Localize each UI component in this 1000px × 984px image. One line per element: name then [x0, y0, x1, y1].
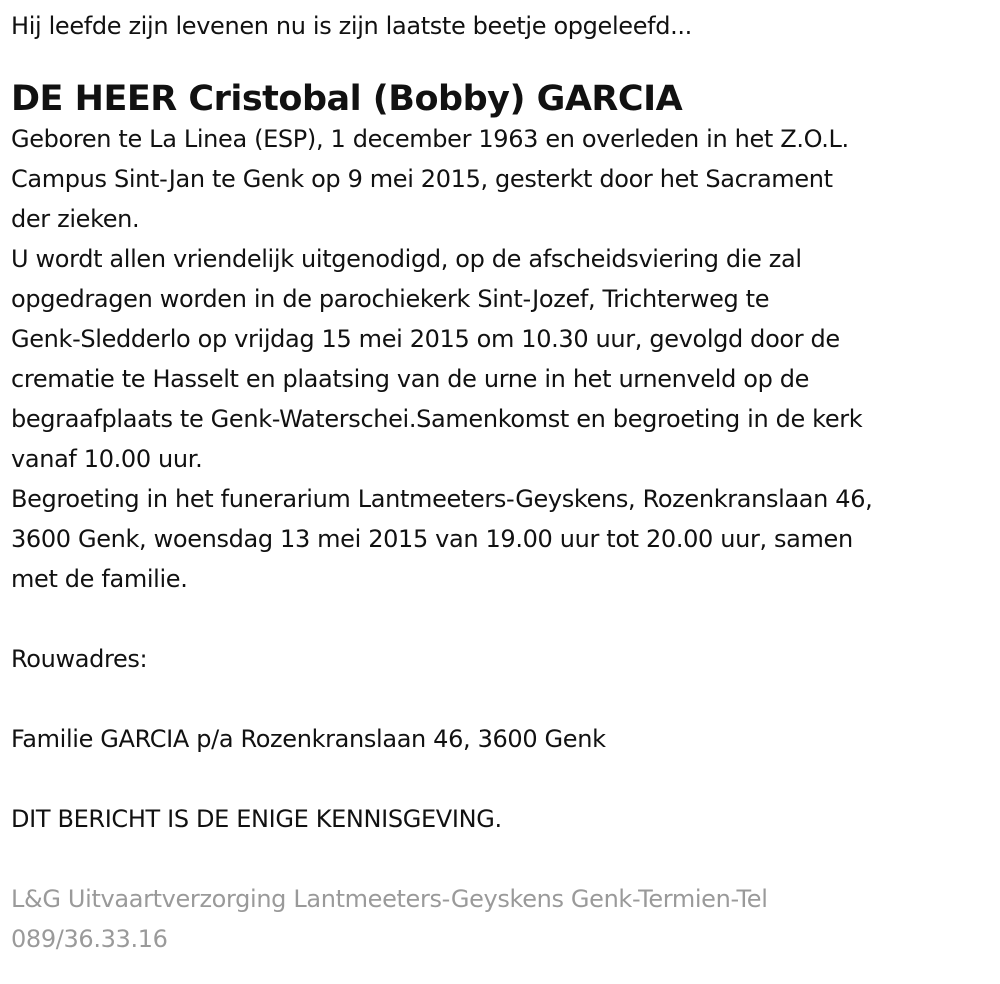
- paragraph-line: der zieken.: [11, 205, 140, 233]
- spacer: [11, 839, 990, 879]
- visitation-paragraph: [11, 479, 990, 599]
- paragraph-line: Begroeting in het funerarium Lantmeeters-Geyskens, Rozenkranslaan 46,: [11, 485, 873, 513]
- spacer: [11, 759, 990, 799]
- paragraph-line: vanaf 10.00 uur.: [11, 445, 203, 473]
- paragraph-line: crematie te Hasselt en plaatsing van de urne in het urnenveld op de: [11, 365, 810, 393]
- ceremony-paragraph: [11, 239, 990, 479]
- intro-quote: Hij leefde zijn levenen nu is zijn laatste beetje opgeleefd...: [11, 12, 692, 40]
- notice-statement: DIT BERICHT IS DE ENIGE KENNISGEVING.: [11, 805, 502, 833]
- mourning-address: Familie GARCIA p/a Rozenkranslaan 46, 3600 Genk: [11, 725, 606, 753]
- paragraph-line: Genk-Sledderlo op vrijdag 15 mei 2015 om 10.30 uur, gevolgd door de: [11, 325, 840, 353]
- paragraph-line: Geboren te La Linea (ESP), 1 december 1963 en overleden in het Z.O.L.: [11, 125, 849, 153]
- footer-line: 089/36.33.16: [11, 925, 168, 953]
- deceased-name-title: DE HEER Cristobal (Bobby) GARCIA: [11, 79, 683, 119]
- footer-line: L&G Uitvaartverzorging Lantmeeters-Geyskens Genk-Termien-Tel: [11, 885, 768, 913]
- paragraph-line: opgedragen worden in de parochiekerk Sint-Jozef, Trichterweg te: [11, 285, 770, 313]
- paragraph-line: begraafplaats te Genk-Waterschei.Samenkomst en begroeting in de kerk: [11, 405, 863, 433]
- paragraph-line: 3600 Genk, woensdag 13 mei 2015 van 19.00 uur tot 20.00 uur, samen: [11, 525, 853, 553]
- paragraph-line: U wordt allen vriendelijk uitgenodigd, op de afscheidsviering die zal: [11, 245, 802, 273]
- paragraph-line: met de familie.: [11, 565, 188, 593]
- spacer: [11, 599, 990, 639]
- funeral-home-footer: [11, 879, 990, 959]
- birth-death-paragraph: [11, 119, 990, 239]
- paragraph-line: Campus Sint-Jan te Genk op 9 mei 2015, gesterkt door het Sacrament: [11, 165, 833, 193]
- spacer: [11, 679, 990, 719]
- address-label: Rouwadres:: [11, 645, 148, 673]
